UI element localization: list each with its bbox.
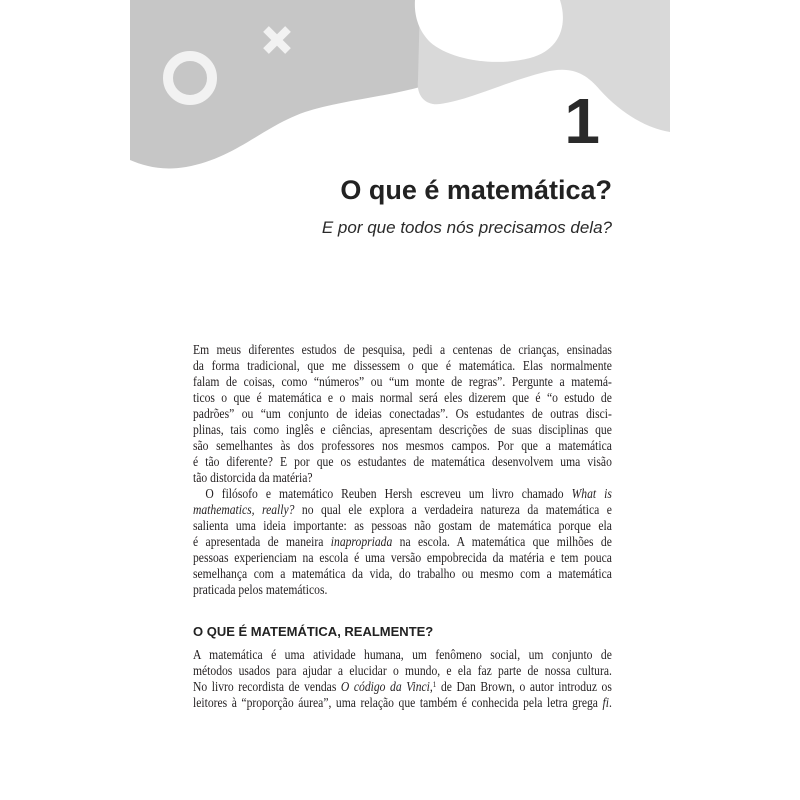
chapter-subtitle: E por que todos nós precisamos dela?	[321, 218, 612, 237]
paragraph-line: falam de coisas, como “números” ou “um monte de regras”. Pergunte a matemá-	[193, 374, 612, 389]
paragraph-line: ticos o que é matemática e o mais normal será eles dizerem que é “o estudo de	[193, 390, 612, 405]
paragraph-line: tão distorcida da matéria?	[193, 470, 313, 485]
paragraph-line	[193, 502, 612, 518]
body-text-section	[193, 647, 612, 711]
text-run: na escola. A matemática que milhões de	[392, 534, 612, 549]
text-run: é apresentada de maneira	[193, 534, 331, 549]
section-heading: O QUE É MATEMÁTICA, REALMENTE?	[193, 624, 434, 639]
paragraph-line	[193, 534, 612, 550]
paragraph-line: plinas, tais como inglês e ciências, apresentam descrições de suas disciplinas que	[193, 422, 612, 437]
book-title-italic: O código da Vinci	[340, 679, 430, 694]
paragraph-line	[193, 486, 612, 502]
paragraph-line	[193, 695, 612, 711]
text-run: de Dan Brown, o autor introduz os	[436, 679, 612, 694]
chapter-number: 1	[564, 85, 600, 157]
footnote-marker: 1	[432, 679, 437, 689]
text-run: no qual ele explora a verdadeira natureza da matemática e	[294, 502, 612, 517]
text-run: O filósofo e matemático Reuben Hersh escreveu um livro chamado	[205, 486, 572, 501]
text-run: No livro recordista de vendas	[193, 679, 341, 694]
paragraph-line: pessoas experienciam na escola é uma versão empobrecida da matéria e tem pouca	[193, 550, 612, 565]
paragraph-line: salienta uma ideia importante: as pessoas não gostam de matemática porque ela	[193, 518, 612, 533]
paragraph-3	[193, 647, 612, 711]
book-title-italic: mathematics, really?	[193, 502, 295, 517]
paragraph-line: métodos usados para ajudar a elucidar o mundo, e ela faz parte de nossa cultura.	[193, 663, 612, 678]
text-run: .	[608, 695, 612, 710]
paragraph-line: é tão diferente? E por que os estudantes de matemática desenvolvem uma visão	[193, 454, 612, 469]
paragraph-line: semelhança com a matemática da vida, do trabalho ou mesmo com a matemática	[193, 566, 612, 581]
paragraph-2	[193, 486, 612, 598]
emphasis-italic: inapropriada	[330, 534, 393, 549]
book-title-italic: What is	[571, 486, 612, 501]
chapter-title: O que é matemática?	[340, 175, 612, 205]
text-run: ,	[429, 679, 433, 694]
paragraph-line: da forma tradicional, que me dissessem o que é matemática. Elas normalmente	[193, 358, 612, 373]
paragraph-line: padrões” ou “um conjunto de ideias conectadas”. Os estudantes de outras disci-	[193, 406, 612, 421]
paragraph-line	[193, 679, 612, 695]
paragraph-line: A matemática é uma atividade humana, um fenômeno social, um conjunto de	[193, 647, 612, 662]
paragraph-line: praticada pelos matemáticos.	[193, 582, 328, 597]
paragraph-1	[193, 342, 612, 486]
text-run: leitores à “proporção áurea”, uma relação que também é conhecida pela letra grega	[193, 695, 603, 710]
body-text-intro	[193, 342, 612, 598]
emphasis-italic: fi	[602, 695, 609, 710]
paragraph-line: são semelhantes às dos professores nos mesmos campos. Por que a matemática	[193, 438, 612, 453]
paragraph-line: Em meus diferentes estudos de pesquisa, pedi a centenas de crianças, ensinadas	[193, 342, 612, 357]
